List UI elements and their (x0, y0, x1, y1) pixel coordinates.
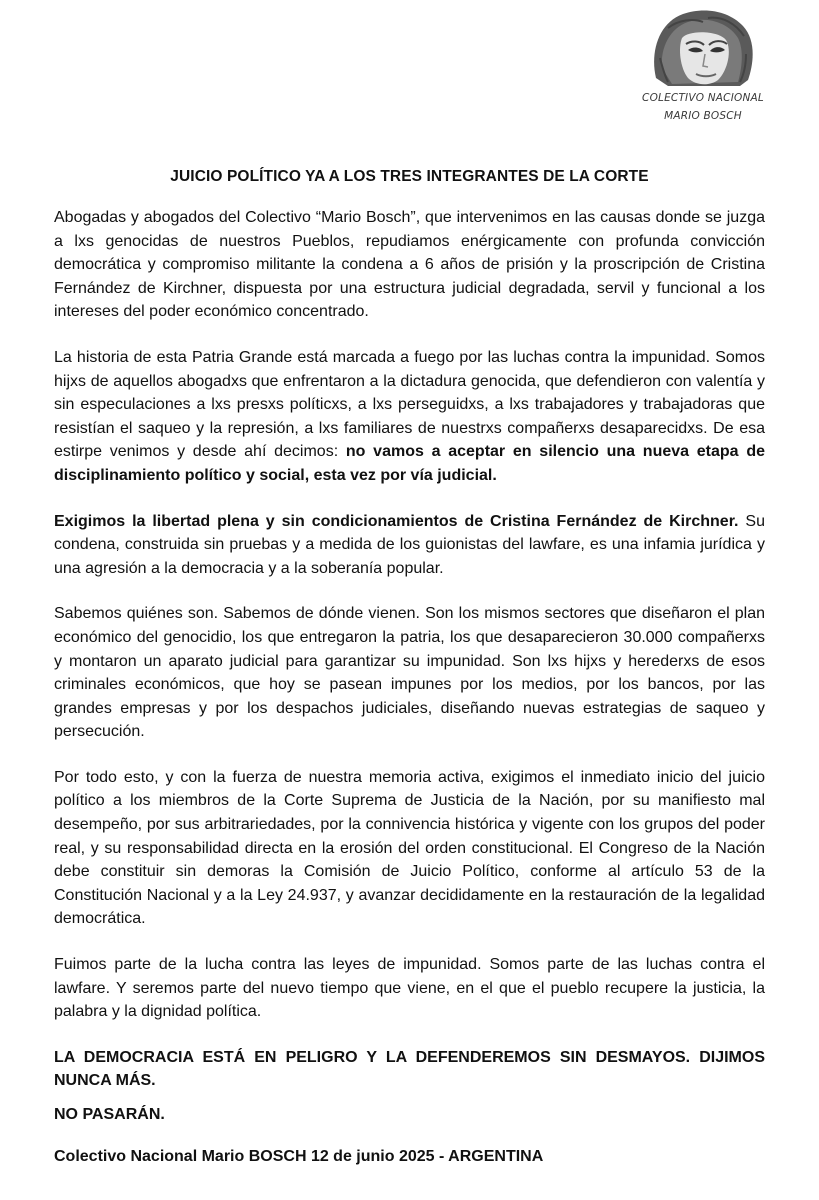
document-body (54, 206, 765, 1149)
paragraph-7 (54, 1046, 765, 1093)
paragraph-2-bold: no vamos a aceptar en silencio una nueva etapa de disciplinamiento político y social, esta vez por vía judicial. (54, 443, 765, 484)
slogan-text: LA DEMOCRACIA ESTÁ EN PELIGRO Y LA DEFENDEREMOS SIN DESMAYOS. DIJIMOS NUNCA MÁS. (54, 1048, 765, 1090)
colectivo-logo (638, 8, 768, 130)
paragraph-6: Fuimos parte de la lucha contra las leyes de impunidad. Somos parte de las luchas contra el lawfare. Y seremos parte del nuevo tiempo que viene, en el que el pueblo recupere la justicia, la palabra y la dignidad política. (54, 956, 765, 1021)
portrait-silhouette-icon (648, 8, 758, 88)
paragraph-3-text: Su condena, construida sin pruebas y a medida de los guionistas del lawfare, es una infamia jurídica y una agresión a la democracia y a la soberanía popular. (54, 512, 765, 577)
signature-line: Colectivo Nacional Mario BOSCH 12 de junio 2025 - ARGENTINA (54, 1148, 544, 1165)
paragraph-8 (54, 1103, 765, 1127)
document-title: JUICIO POLÍTICO YA A LOS TRES INTEGRANTES DE LA CORTE (170, 168, 649, 185)
paragraph-4: Sabemos quiénes son. Sabemos de dónde vienen. Son los mismos sectores que diseñaron el plan económico del genocidio, los que entregaron la patria, los que desaparecieron 30.000 compañerxs y montaron un aparato judicial para garantizar su impunidad. Son lxs hijxs y herederxs de esos criminales económicos, que hoy se pasean impunes por los medios, por los bancos, por las grandes empresas y por los despachos judiciales, diseñando nuevas estrategias de saqueo y persecución. (54, 605, 765, 741)
paragraph-1: Abogadas y abogados del Colectivo “Mario Bosch”, que intervenimos en las causas donde se juzga a lxs genocidas de nuestros Pueblos, repudiamos enérgicamente con profunda convicción democrática y compromiso militante la condena a 6 años de prisión y la proscripción de Cristina Fernández de Kirchner, dispuesta por una estructura judicial degradada, servil y funcional a los intereses del poder económico concentrado. (54, 209, 765, 321)
paragraph-2-text: La historia de esta Patria Grande está marcada a fuego por las luchas contra la impunidad. Somos hijxs de aquellos abogadxs que enfrentaron a la dictadura genocida, que defendieron con valentía y sin especulaciones a lxs presxs políticxs, a lxs perseguidxs, a lxs trabajadores y trabajadoras que resistían el saqueo y la represión, a lxs familiares de nuestrxs compañerxs desaparecidxs. De esa estirpe venimos y desde ahí decimos: (54, 348, 765, 461)
logo-text-line1: COLECTIVO NACIONAL (642, 92, 764, 104)
paragraph-3-bold: Exigimos la libertad plena y sin condicionamientos de Cristina Fernández de Kirchner. (54, 512, 739, 530)
paragraph-5: Por todo esto, y con la fuerza de nuestra memoria activa, exigimos el inmediato inicio del juicio político a los miembros de la Corte Suprema de Justicia de la Nación, por su manifiesto mal desempeño, por sus arbitrariedades, por la connivencia histórica y vigente con los grupos del poder real, y su responsabilidad directa en la erosión del orden constitucional. El Congreso de la Nación debe constituir sin demoras la Comisión de Juicio Político, conforme al artículo 53 de la Constitución Nacional y a la Ley 24.937, y avanzar decididamente en la restauración de la legalidad democrática. (54, 768, 765, 928)
closing-slogan: NO PASARÁN. (54, 1106, 165, 1123)
paragraph-3 (54, 510, 765, 581)
paragraph-2 (54, 346, 765, 488)
logo-text-line2: MARIO BOSCH (664, 110, 742, 122)
